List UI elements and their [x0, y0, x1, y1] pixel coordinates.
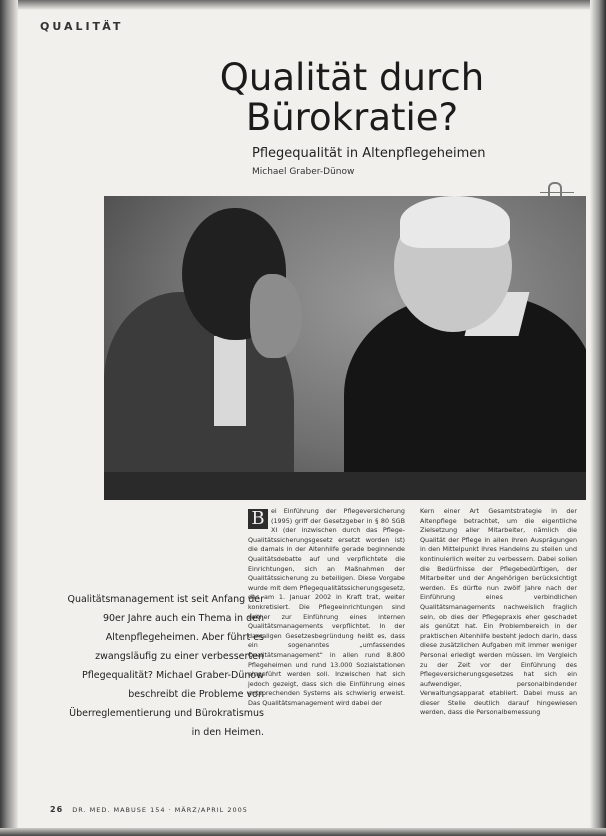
page-edge-right: [590, 0, 606, 836]
body-column-2: [420, 507, 577, 718]
article-photo: [104, 196, 586, 500]
page-edge-left: [0, 0, 18, 836]
photo-young-man-face: [250, 274, 302, 358]
photo-young-man-shirt: [214, 336, 246, 426]
body-column-2-text: Kern einer Art Gesamtstrategie in der Altenpflege betrachtet, um die eigentliche Zielsetzung aller Mitarbeiter, nämlich die Qualität der Pflege in allen ihren Ausprägungen in den Mittelpunkt ihres Handelns zu stellen und kontinuierlich weiter zu verbessern. Dabei sollen die Bedürfnisse der Pflegebedürftigen, der Mitarbeiter und der Angehörigen berücksichtigt werden. Es dürfte nun zwölf Jahre nach der Einführung eines verbindlichen Qualitätsmanagements nachweislich fraglich sein, ob dies der Pflegepraxis eher geschadet als genützt hat. Ein Problembereich in der praktischen Altenhilfe besteht jedoch darin, dass diese zusätzlichen Aufgaben mit immer weniger Personal erledigt werden müssen. Im Vergleich zu der Zeit vor der Einführung des Pflegeversicherungsgesetzes hat sich ein aufwendiger, personalbindender Verwaltungsapparat etabliert. Dabei muss an dieser Stelle deutlich darauf hingewiesen werden, dass die Personalbemessung: [420, 507, 577, 717]
body-column-1: [248, 507, 405, 708]
body-column-1-text: ei Einführung der Pflegeversicherung (1995) griff der Gesetzgeber in § 80 SGB XI (der inzwischen durch das Pflege-Qualitätssicherungsgesetz ersetzt worden ist) die damals in der Altenhilfe gerade beginnende Qualitätsdebatte auf und verpflichtete die Einrichtungen, sich an Maßnahmen der Qualitätssicherung zu beteiligen. Diese Vorgabe wurde mit dem Pflegequalitätssicherungsgesetz, das am 1. Januar 2002 in Kraft trat, weiter konkretisiert. Die Pflegeeinrichtungen sind seither zur Einführung eines internen Qualitätsmanagements verpflichtet. In der damaligen Gesetzesbegründung heißt es, dass ein sogenanntes „umfassendes Qualitätsmanagement“ in allen rund 8.800 Pflegeheimen und rund 13.000 Sozialstationen eingeführt werden soll. Inzwischen hat sich jedoch gezeigt, dass sich die Einführung eines entsprechenden Systems als schwierig erweist. Das Qualitätsmanagement wird dabei der: [248, 507, 405, 707]
article-title: Qualität durch Bürokratie?: [219, 56, 485, 139]
page-edge-top: [0, 0, 606, 10]
photo-table: [104, 472, 586, 500]
article-subtitle: Pflegequalität in Altenpflegeheimen: [252, 146, 486, 161]
dropcap: B: [248, 509, 268, 529]
crop-mark: [540, 192, 574, 193]
section-label: QUALITÄT: [40, 20, 124, 33]
page-footer: [50, 805, 248, 814]
article-body: [248, 507, 578, 807]
page-edge-bottom: [0, 828, 606, 836]
photo-old-man-hair: [400, 196, 510, 248]
issue-info: DR. MED. MABUSE 154 · MÄRZ/APRIL 2005: [72, 806, 248, 814]
pull-quote: Qualitätsmanagement ist seit Anfang der 90er Jahre auch ein Thema in den Altenpflegeheimen. Aber führt es zwangsläufig zu einer verbesserten Pflegequalität? Michael Graber-Dünow beschreibt die Probleme von Überreglementierung und Bürokratismus in den Heimen.: [67, 594, 264, 738]
page-number: 26: [50, 805, 64, 814]
article-author: Michael Graber-Dünow: [252, 167, 355, 177]
